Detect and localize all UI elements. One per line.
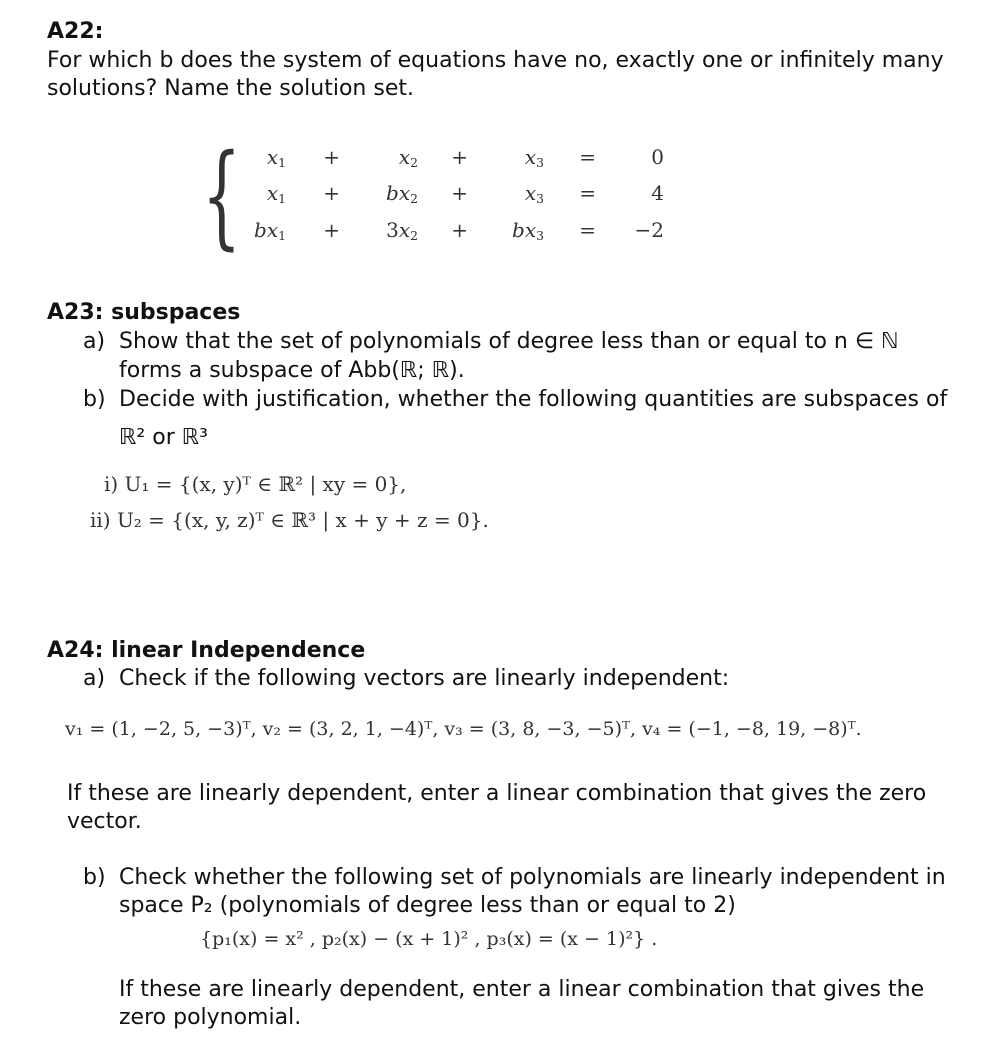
equation-term-op2: + <box>451 181 468 205</box>
a23-subspace-i: i) U₁ = {(x, y)ᵀ ∈ ℝ² | xy = 0}, <box>104 472 407 496</box>
equation-term-c1: $bx_1$ <box>254 218 286 244</box>
system-brace: { <box>202 131 242 261</box>
equation-system <box>0 0 700 260</box>
a24-b-follow-line2: zero polynomial. <box>119 1005 302 1030</box>
equation-term-eq: = <box>579 181 596 205</box>
a24-b-label: b) <box>83 865 106 890</box>
a23-a-line2: forms a subspace of Abb(ℝ; ℝ). <box>119 358 465 383</box>
equation-row <box>0 145 700 173</box>
equation-term-rhs: −2 <box>634 218 664 242</box>
equation-term-eq: = <box>579 145 596 169</box>
a24-a-follow-line1: If these are linearly dependent, enter a linear combination that gives the zero <box>67 781 927 806</box>
a23-title: A23: subspaces <box>47 300 241 325</box>
equation-row <box>0 218 700 246</box>
equation-term-c3: $x_3$ <box>524 145 544 171</box>
equation-term-op2: + <box>451 145 468 169</box>
a24-b-follow-line1: If these are linearly dependent, enter a linear combination that gives the <box>119 977 925 1002</box>
equation-term-c1: $x_1$ <box>266 145 286 171</box>
a24-b-line2: space P₂ (polynomials of degree less than or equal to 2) <box>119 893 736 918</box>
a24-title: A24: linear Independence <box>47 638 366 663</box>
a23-subspace-ii: ii) U₂ = {(x, y, z)ᵀ ∈ ℝ³ | x + y + z = 0}. <box>90 508 489 532</box>
a23-b-line2: ℝ² or ℝ³ <box>119 425 208 450</box>
a22-question-line2: solutions? Name the solution set. <box>47 76 414 101</box>
equation-term-c3: $x_3$ <box>524 181 544 207</box>
equation-term-c1: $x_1$ <box>266 181 286 207</box>
equation-term-rhs: 4 <box>651 181 664 205</box>
equation-term-rhs: 0 <box>651 145 664 169</box>
equation-term-c2: $bx_2$ <box>386 181 418 207</box>
equation-term-c2: $x_2$ <box>398 145 418 171</box>
a23-a-line1: Show that the set of polynomials of degree less than or equal to n ∈ ℕ <box>119 329 899 354</box>
a22-question-line1: For which b does the system of equations have no, exactly one or infinitely many <box>47 48 944 73</box>
a24-a-label: a) <box>83 666 106 691</box>
a24-b-line1: Check whether the following set of polynomials are linearly independent in <box>119 865 946 890</box>
equation-term-c3: $bx_3$ <box>512 218 544 244</box>
a24-a-follow-line2: vector. <box>67 809 142 834</box>
equation-term-op1: + <box>323 145 340 169</box>
equation-term-c2: $3x_2$ <box>386 218 418 244</box>
equation-term-op1: + <box>323 218 340 242</box>
a24-a-text: Check if the following vectors are linearly independent: <box>119 666 730 691</box>
a24-polynomials: {p₁(x) = x² , p₂(x) − (x + 1)² , p₃(x) = (x − 1)²} . <box>200 928 658 950</box>
a22-title: A22: <box>47 19 104 44</box>
equation-term-op1: + <box>323 181 340 205</box>
a23-b-line1: Decide with justification, whether the following quantities are subspaces of <box>119 387 948 412</box>
a23-a-label: a) <box>83 329 106 354</box>
a24-vectors: v₁ = (1, −2, 5, −3)ᵀ, v₂ = (3, 2, 1, −4)ᵀ, v₃ = (3, 8, −3, −5)ᵀ, v₄ = (−1, −8, 19, −8)ᵀ. <box>65 718 862 740</box>
a23-b-label: b) <box>83 387 106 412</box>
equation-term-eq: = <box>579 218 596 242</box>
equation-row <box>0 181 700 209</box>
equation-term-op2: + <box>451 218 468 242</box>
